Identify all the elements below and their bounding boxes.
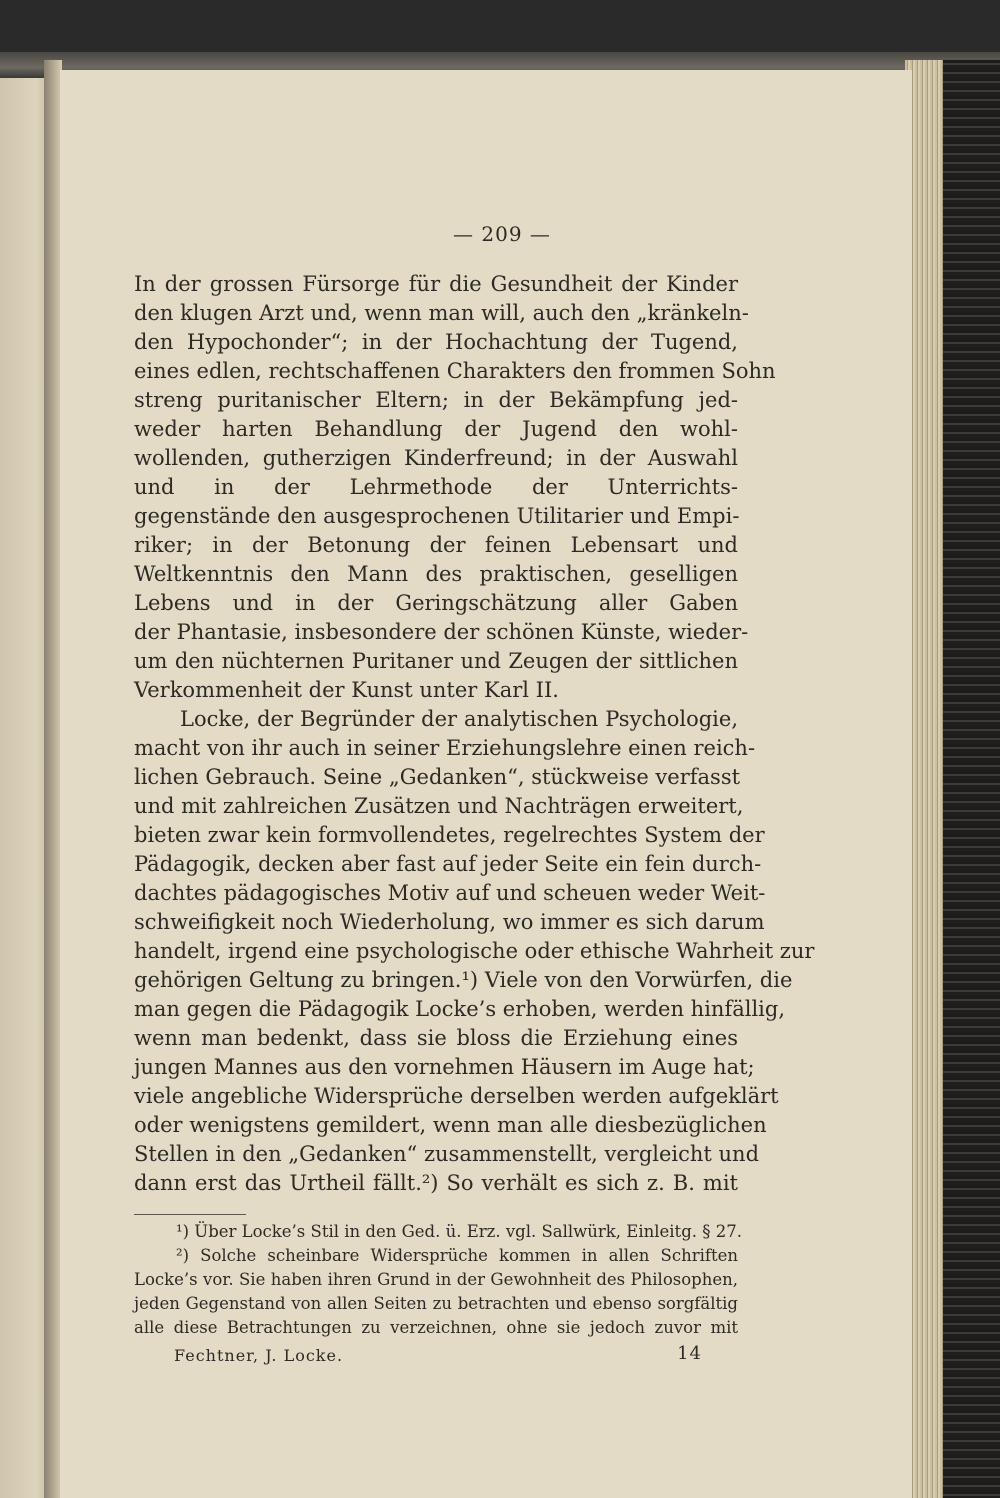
body-line: wenn man bedenkt, dass sie bloss die Erziehung eines <box>134 1026 738 1050</box>
body-line: gehörigen Geltung zu bringen.¹) Viele von den Vorwürfen, die <box>134 968 793 992</box>
body-line: den klugen Arzt und, wenn man will, auch den „kränkeln- <box>134 301 749 325</box>
page-number: — 209 — <box>453 222 551 246</box>
footnote-rule <box>134 1214 246 1215</box>
body-line: eines edlen, rechtschaffenen Charakters den frommen Sohn <box>134 359 776 383</box>
body-line: In der grossen Fürsorge für die Gesundheit der Kinder <box>134 272 738 296</box>
body-line: schweifigkeit noch Wiederholung, wo immer es sich darum <box>134 910 765 934</box>
body-line: lichen Gebrauch. Seine „Gedanken“, stückweise verfasst <box>134 765 741 789</box>
body-line: wollenden, gutherzigen Kinderfreund; in der Auswahl <box>134 446 738 470</box>
footnotes <box>134 1220 742 1340</box>
body-line: Verkommenheit der Kunst unter Karl II. <box>134 678 559 702</box>
page-block-edge <box>905 60 1000 1498</box>
body-line: weder harten Behandlung der Jugend den wohl- <box>134 417 738 441</box>
body-line: dann erst das Urtheil fällt.²) So verhält es sich z. B. mit <box>134 1171 738 1195</box>
body-line: macht von ihr auch in seiner Erziehungslehre einen reich- <box>134 736 756 760</box>
footnote-line: ²) Solche scheinbare Widersprüche kommen in allen Schriften <box>176 1246 738 1265</box>
body-line: den Hypochonder“; in der Hochachtung der Tugend, <box>134 330 738 354</box>
body-line: um den nüchternen Puritaner und Zeugen der sittlichen <box>134 649 738 673</box>
body-line: und in der Lehrmethode der Unterrichts- <box>134 475 738 499</box>
body-line: Pädagogik, decken aber fast auf jeder Seite ein fein durch- <box>134 852 762 876</box>
body-line: viele angebliche Widersprüche derselben werden aufgeklärt <box>134 1084 779 1108</box>
body-line: Stellen in den „Gedanken“ zusammenstellt, vergleicht und <box>134 1142 760 1166</box>
body-line: Lebens und in der Geringschätzung aller Gaben <box>134 591 738 615</box>
body-line: gegenstände den ausgesprochenen Utilitarier und Empi- <box>134 504 740 528</box>
book-page <box>60 70 912 1498</box>
footer-author-title: Fechtner, J. Locke. <box>174 1346 344 1365</box>
body-line: und mit zahlreichen Zusätzen und Nachträgen erweitert, <box>134 794 744 818</box>
footnote-line: jeden Gegenstand von allen Seiten zu betrachten und ebenso sorgfältig <box>134 1294 738 1313</box>
body-line: riker; in der Betonung der feinen Lebensart und <box>134 533 738 557</box>
footnote-line: ¹) Über Locke’s Stil in den Ged. ü. Erz. vgl. Sallwürk, Einleitg. § 27. <box>176 1222 742 1241</box>
body-line: bieten zwar kein formvollendetes, regelrechtes System der <box>134 823 765 847</box>
body-line: der Phantasie, insbesondere der schönen Künste, wieder- <box>134 620 749 644</box>
body-line: oder wenigstens gemildert, wenn man alle diesbezüglichen <box>134 1113 767 1137</box>
body-line: man gegen die Pädagogik Locke’s erhoben, werden hinfällig, <box>134 997 785 1021</box>
body-line: dachtes pädagogisches Motiv auf und scheuen weder Weit- <box>134 881 766 905</box>
footnote-line: alle diese Betrachtungen zu verzeichnen, ohne sie jedoch zuvor mit <box>134 1318 738 1337</box>
body-line: handelt, irgend eine psychologische oder ethische Wahrheit zur <box>134 939 815 963</box>
body-text <box>134 270 815 1198</box>
page-footer <box>174 1343 702 1365</box>
body-line: Weltkenntnis den Mann des praktischen, geselligen <box>134 562 738 586</box>
body-line: Locke, der Begründer der analytischen Psychologie, <box>180 707 738 731</box>
footnote-line: Locke’s vor. Sie haben ihren Grund in der Gewohnheit des Philosophen, <box>134 1270 738 1289</box>
body-line: streng puritanischer Eltern; in der Bekämpfung jed- <box>134 388 738 412</box>
signature-mark: 14 <box>677 1343 702 1364</box>
body-line: jungen Mannes aus den vornehmen Häusern im Auge hat; <box>134 1055 755 1079</box>
